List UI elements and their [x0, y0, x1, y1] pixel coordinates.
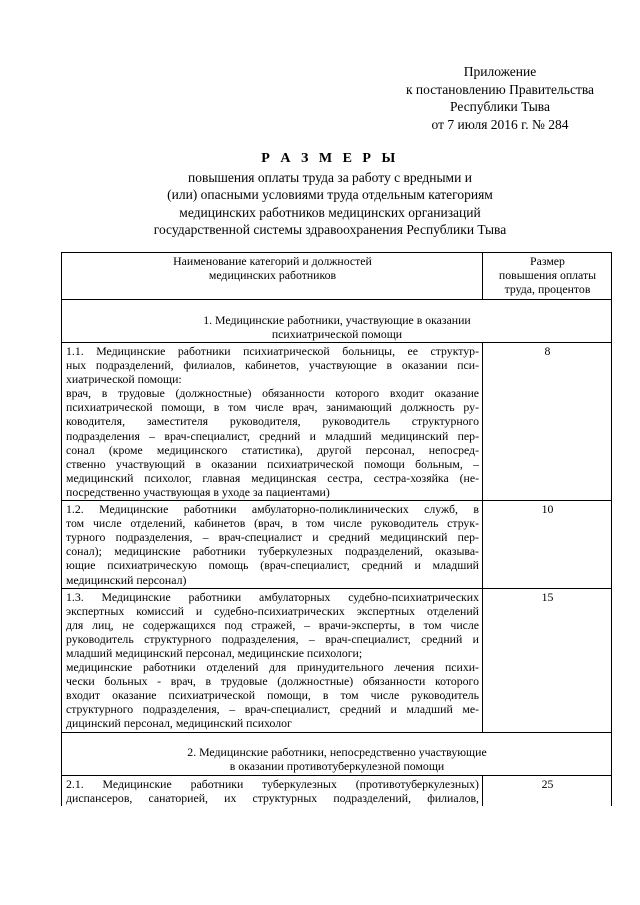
row-text-line: турного подразделения, – врач-специалист и средний медицинский пер-	[66, 530, 479, 545]
section-1-line: психиатрической помощи	[271, 326, 403, 341]
row-1-3-value: 15	[483, 588, 612, 732]
row-text-line: подразделения – врач-специалист, средний и младший медицинский пер-	[66, 428, 479, 443]
row-text-line: 2.1. Медицинские работники туберкулезных (противотуберкулезных)	[66, 776, 479, 791]
row-text-line: том числе отделений, кабинетов (врач, в том числе руководитель струк-	[66, 516, 479, 531]
row-text-line: младший медицинский персонал, медицинские психологи;	[66, 645, 363, 660]
document-subtitle-line: медицинских работников медицинских организаций	[179, 204, 481, 220]
row-1-1-description	[62, 343, 483, 501]
table-row	[62, 588, 612, 732]
document-subtitle-line: повышения оплаты труда за работу с вредными и	[188, 169, 472, 185]
row-text-line: психиатрической помощи, в том числе врач, занимающий должность ру-	[66, 400, 479, 415]
row-text-line: сонал (кроме медицинского статистика), другой персонал, непосред-	[66, 442, 479, 457]
row-text-line: чески больных - врач, в трудовые (должностные) обязанности которого	[66, 674, 479, 689]
row-text-line: для лиц, не содержащихся под стражей, – врачи-эксперты, в том числе	[66, 617, 479, 632]
section-1-line: 1. Медицинские работники, участвующие в оказании	[203, 312, 471, 327]
row-1-3-description	[62, 588, 483, 732]
row-text-line: медицинский психолог, главная медицинская сестра, сестра-хозяйка (не-	[66, 470, 479, 485]
section-2-line: в оказании противотуберкулезной помощи	[229, 759, 445, 774]
appendix-block	[380, 63, 620, 133]
table-row	[62, 343, 612, 501]
document-heading	[110, 150, 550, 239]
appendix-line: от 7 июля 2016 г. № 284	[431, 116, 569, 132]
table-row	[62, 775, 612, 806]
appendix-line: Приложение	[463, 64, 537, 79]
row-text-line: сонал); медицинские работники туберкулезных подразделений, оказыва-	[66, 544, 479, 559]
row-1-2-description	[62, 501, 483, 589]
rates-table	[61, 252, 612, 806]
section-1-cell	[62, 300, 612, 343]
row-2-1-description	[62, 775, 483, 806]
row-text-line: хиатрической помощи:	[66, 372, 182, 387]
row-text-line: входит оказание психиатрической помощи, в том числе руководитель	[66, 688, 479, 703]
row-text-line: посредственно участвующая в уходе за пациентами)	[66, 484, 330, 499]
header-rate-cell	[483, 253, 612, 300]
row-text-line: медицинские работники отделений для принудительного лечения психи-	[66, 660, 479, 675]
document-title: Р А З М Е Р Ы	[261, 151, 399, 166]
row-text-line: экспертных комиссий и судебно-психиатрических экспертных отделений	[66, 603, 479, 618]
row-text-line: структурного подразделения, – врач-специалист, средний и младший ме-	[66, 702, 479, 717]
document-subtitle-line: государственной системы здравоохранения Республики Тыва	[153, 222, 507, 237]
table-header-row	[62, 253, 612, 300]
header-rate-line: Размер	[530, 254, 565, 268]
header-category-line: медицинских работников	[208, 268, 337, 283]
appendix-line: к постановлению Правительства	[405, 81, 595, 97]
section-row	[62, 732, 612, 775]
row-1-1-value: 8	[483, 343, 612, 501]
row-text-line: ных подразделений, филиалов, кабинетов, участвующие в оказании пси-	[66, 358, 479, 373]
header-category-cell	[62, 253, 483, 300]
section-2-cell	[62, 732, 612, 775]
row-text-line: ководителя, заместителя руководителя, руководитель структурного	[66, 414, 479, 429]
row-text-line: медицинский персонал)	[66, 572, 187, 587]
row-2-1-value: 25	[483, 775, 612, 806]
row-text-line: 1.3. Медицинские работники амбулаторных судебно-психиатрических	[66, 589, 479, 604]
header-rate-line: повышения оплаты	[498, 268, 597, 283]
section-2-line: 2. Медицинские работники, непосредственно участвующие	[187, 745, 487, 760]
row-1-2-value: 10	[483, 501, 612, 589]
header-category-line: Наименование категорий и должностей	[173, 254, 372, 268]
row-text-line: ственно участвующий в оказании психиатрической помощи больным, –	[66, 456, 479, 471]
row-text-line: диспансеров, санаторией, их структурных подразделений, филиалов,	[66, 790, 479, 805]
appendix-line: Республики Тыва	[450, 99, 550, 114]
header-rate-line: труда, процентов	[504, 282, 591, 297]
table-row	[62, 501, 612, 589]
row-text-line: руководитель структурного подразделения, – врач-специалист, средний и	[66, 631, 479, 646]
row-text-line: врач, в трудовые (должностные) обязанности которого входит оказание	[66, 386, 479, 401]
row-text-line: 1.2. Медицинские работники амбулаторно-поликлинических служб, в	[66, 502, 479, 517]
row-text-line: дицинский персонал, медицинский психолог	[66, 716, 292, 731]
row-text-line: ющие психиатрическую помощь (врач-специалист, средний и младший	[66, 558, 479, 573]
document-subtitle-line: (или) опасными условиями труда отдельным категориям	[167, 187, 493, 202]
section-row	[62, 300, 612, 343]
row-text-line: 1.1. Медицинские работники психиатрической больницы, ее структур-	[66, 344, 479, 358]
